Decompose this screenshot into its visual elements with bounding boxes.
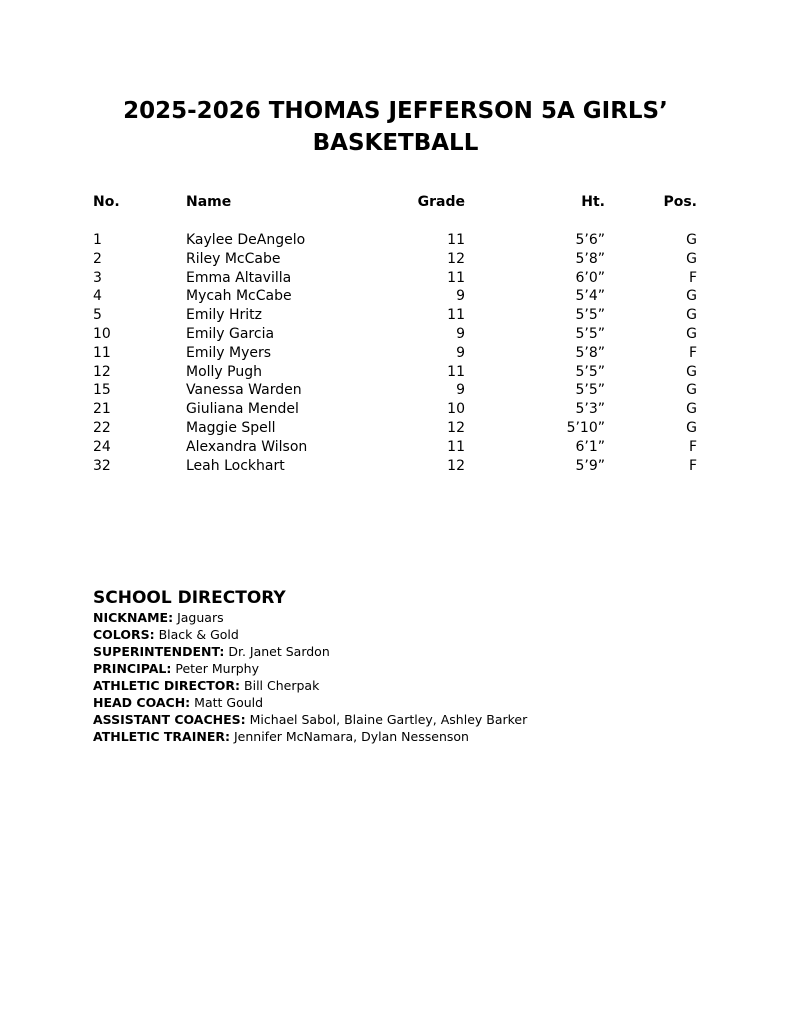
- player-position: G: [686, 382, 697, 399]
- title-line-1: 2025-2026 THOMAS JEFFERSON 5A GIRLS’: [123, 98, 668, 124]
- directory-entry-label: ATHLETIC TRAINER:: [93, 729, 230, 744]
- player-position: G: [686, 307, 697, 324]
- player-grade: 9: [456, 288, 465, 305]
- player-name: Emily Myers: [186, 344, 272, 361]
- directory-entry: [93, 660, 743, 677]
- player-name: Vanessa Warden: [186, 382, 302, 399]
- directory-title: SCHOOL DIRECTORY: [93, 588, 286, 608]
- player-name: Emily Garcia: [186, 326, 275, 342]
- player-no: 11: [93, 344, 111, 361]
- player-grade: 12: [447, 420, 465, 436]
- player-height: 5’5”: [575, 307, 605, 324]
- directory-entry: [93, 728, 743, 745]
- directory-entry-label: NICKNAME:: [93, 610, 174, 625]
- directory-entry-value: Dr. Janet Sardon: [228, 644, 330, 659]
- player-name: Riley McCabe: [186, 250, 281, 267]
- player-height: 5’3”: [575, 401, 605, 418]
- player-name: Molly Pugh: [186, 363, 262, 380]
- player-grade: 11: [447, 438, 465, 455]
- title-line-2: BASKETBALL: [312, 130, 479, 156]
- player-no: 12: [93, 363, 111, 380]
- player-grade: 10: [447, 401, 465, 418]
- player-height: 5’6”: [575, 232, 605, 248]
- player-no: 15: [93, 382, 111, 399]
- directory-entry-label: ATHLETIC DIRECTOR:: [93, 678, 241, 693]
- directory-entry: [93, 694, 743, 711]
- directory-entry: [93, 643, 743, 660]
- roster-header-row: [0, 193, 791, 212]
- directory-entry-value: Black & Gold: [158, 627, 239, 642]
- player-no: 32: [93, 457, 111, 474]
- player-name: Emily Hritz: [186, 307, 263, 324]
- player-no: 22: [93, 420, 111, 436]
- player-position: F: [688, 438, 697, 455]
- player-height: 5’4”: [575, 288, 605, 305]
- table-row: [0, 306, 791, 325]
- table-row: [0, 250, 791, 269]
- player-position: F: [688, 457, 697, 474]
- player-height: 5’10”: [566, 420, 605, 436]
- table-row: [0, 438, 791, 457]
- player-position: G: [686, 401, 697, 418]
- table-row: [0, 457, 791, 476]
- table-row: [0, 231, 791, 250]
- directory-entry-value: Bill Cherpak: [244, 678, 320, 693]
- directory-entry: [93, 677, 743, 694]
- directory-entries: [93, 609, 743, 745]
- header-no: No.: [93, 194, 120, 210]
- directory-entry-label: ASSISTANT COACHES:: [93, 712, 246, 727]
- player-height: 6’0”: [575, 269, 605, 286]
- player-position: F: [688, 344, 697, 361]
- player-height: 5’5”: [575, 326, 605, 342]
- header-name: Name: [186, 194, 232, 210]
- school-directory: [93, 587, 743, 745]
- player-no: 24: [93, 438, 111, 455]
- table-row: [0, 381, 791, 400]
- player-position: F: [688, 269, 697, 286]
- player-name: Kaylee DeAngelo: [186, 232, 306, 248]
- player-no: 4: [93, 288, 102, 305]
- player-name: Giuliana Mendel: [186, 401, 299, 418]
- player-height: 5’5”: [575, 382, 605, 399]
- header-pos: Pos.: [663, 194, 697, 210]
- directory-entry-label: SUPERINTENDENT:: [93, 644, 225, 659]
- player-position: G: [686, 250, 697, 267]
- directory-entry-label: COLORS:: [93, 627, 155, 642]
- directory-entry: [93, 609, 743, 626]
- player-no: 3: [93, 269, 102, 286]
- player-name: Leah Lockhart: [186, 457, 285, 474]
- player-position: G: [686, 326, 697, 342]
- player-position: G: [686, 363, 697, 380]
- header-ht: Ht.: [581, 194, 605, 210]
- table-row: [0, 419, 791, 438]
- table-row: [0, 325, 791, 344]
- player-grade: 9: [456, 382, 465, 399]
- player-height: 5’8”: [575, 250, 605, 267]
- player-no: 10: [93, 326, 111, 342]
- player-height: 6’1”: [575, 438, 605, 455]
- player-no: 5: [93, 307, 102, 324]
- player-no: 1: [93, 232, 102, 248]
- directory-entry-value: Matt Gould: [194, 695, 264, 710]
- player-grade: 9: [456, 326, 465, 342]
- player-grade: 9: [456, 344, 465, 361]
- player-grade: 11: [447, 232, 465, 248]
- player-grade: 11: [447, 269, 465, 286]
- table-row: [0, 400, 791, 419]
- table-row: [0, 344, 791, 363]
- player-no: 2: [93, 250, 102, 267]
- player-name: Maggie Spell: [186, 420, 276, 436]
- player-no: 21: [93, 401, 111, 418]
- table-row: [0, 287, 791, 306]
- table-row: [0, 363, 791, 382]
- page-title: [0, 95, 791, 159]
- player-height: 5’9”: [575, 457, 605, 474]
- player-grade: 12: [447, 250, 465, 267]
- table-row: [0, 269, 791, 288]
- directory-entry-label: HEAD COACH:: [93, 695, 191, 710]
- player-position: G: [686, 420, 697, 436]
- directory-entry-value: Michael Sabol, Blaine Gartley, Ashley Barker: [249, 712, 528, 727]
- player-grade: 12: [447, 457, 465, 474]
- header-grade: Grade: [417, 194, 465, 210]
- player-grade: 11: [447, 363, 465, 380]
- player-name: Emma Altavilla: [186, 269, 292, 286]
- directory-entry-label: PRINCIPAL:: [93, 661, 172, 676]
- directory-entry: [93, 626, 743, 643]
- player-name: Mycah McCabe: [186, 288, 292, 305]
- player-grade: 11: [447, 307, 465, 324]
- player-position: G: [686, 288, 697, 305]
- player-position: G: [686, 232, 697, 248]
- directory-entry-value: Peter Murphy: [175, 661, 259, 676]
- directory-entry-value: Jennifer McNamara, Dylan Nessenson: [233, 729, 469, 744]
- directory-entry-value: Jaguars: [177, 610, 224, 625]
- player-height: 5’5”: [575, 363, 605, 380]
- player-height: 5’8”: [575, 344, 605, 361]
- directory-entry: [93, 711, 743, 728]
- player-name: Alexandra Wilson: [186, 438, 308, 455]
